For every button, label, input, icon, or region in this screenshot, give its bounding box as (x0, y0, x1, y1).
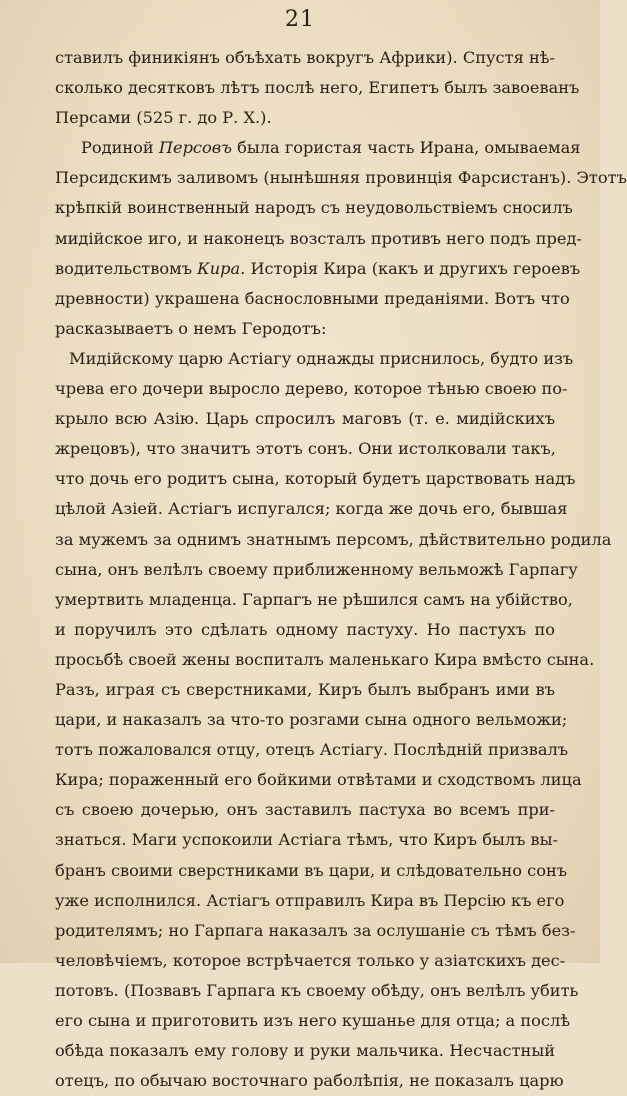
text-line: бранъ своими сверстниками въ цари, и слѣдовательно сонъ (55, 860, 568, 880)
emphasized-word: Кира. (197, 258, 246, 278)
text-run: была гористая часть Ирана, омываемая (231, 138, 581, 158)
text-line: крѣпкій воинственный народъ съ неудовольствіемъ сносилъ (55, 198, 573, 218)
text-line: древности) украшена баснословными преданіями. Вотъ что (55, 288, 570, 308)
text-line: мидійское иго, и наконецъ возсталъ противъ него подъ пред- (55, 228, 582, 248)
text-line: обѣда показалъ ему голову и руки мальчика. Несчастный (55, 1041, 555, 1061)
text-line: сколько десятковъ лѣтъ послѣ него, Египетъ былъ завоеванъ (55, 78, 580, 98)
text-line: уже исполнился. Астіагъ отправилъ Кира въ Персію къ его (55, 890, 565, 910)
text-line: потовъ. (Позвавъ Гарпага къ своему обѣду, онъ велѣлъ убить (55, 980, 579, 1000)
text-line: тотъ пожаловался отцу, отецъ Астіагу. Послѣдній призвалъ (55, 740, 569, 760)
page-number: 21 (285, 7, 315, 32)
text-line: его сына и приготовить изъ него кушанье для отца; а послѣ (55, 1011, 570, 1030)
text-line: человѣчіемъ, которое встрѣчается только у азіатскихъ дес- (55, 950, 566, 970)
text-line: крыло всю Азію. Царь спросилъ маговъ (т. е. мидійскихъ (55, 409, 555, 429)
body-text (55, 43, 627, 1096)
text-run: Родиной (81, 138, 159, 158)
text-line: родителямъ; но Гарпага наказалъ за ослушаніе съ тѣмъ без- (55, 920, 576, 940)
text-line: Разъ, играя съ сверстниками, Киръ былъ выбранъ ими въ (55, 679, 555, 699)
text-line: просьбѣ своей жены воспиталъ маленькаго Кира вмѣсто сына. (55, 649, 595, 669)
text-line: чрева его дочери выросло дерево, которое тѣнью своею по- (55, 379, 568, 399)
text-line: жрецовъ), что значитъ этотъ сонъ. Они истолковали такъ, (55, 439, 556, 459)
text-run: водительствомъ (55, 258, 198, 278)
text-line: Персидскимъ заливомъ (нынѣшняя провинція Фарсистанъ). Этотъ (55, 168, 627, 188)
text-run: Исторія Кира (какъ и другихъ героевъ (245, 258, 581, 278)
text-line: знаться. Маги успокоили Астіага тѣмъ, что Киръ былъ вы- (55, 830, 559, 850)
text-line: за мужемъ за однимъ знатнымъ персомъ, дѣйствительно родила (55, 529, 612, 549)
emphasized-word: Персовъ (158, 138, 232, 158)
text-line: и поручилъ это сдѣлать одному пастуху. Но пастухъ по (55, 619, 555, 639)
text-line: Кира; пораженный его бойкими отвѣтами и сходствомъ лица (55, 770, 582, 790)
text-line: съ своею дочерью, онъ заставилъ пастуха во всемъ при- (55, 800, 555, 820)
text-line: Мидійскому царю Астіагу однажды приснилось, будто изъ (69, 348, 574, 368)
text-line: сына, онъ велѣлъ своему приближенному вельможѣ Гарпагу (55, 559, 578, 579)
text-line: цѣлой Азіей. Астіагъ испугался; когда же дочь его, бывшая (55, 499, 568, 519)
text-line: ставилъ финикіянъ объѣхать вокругъ Африки). Спустя нѣ- (55, 48, 555, 67)
text-line: отецъ, по обычаю восточнаго раболѣпія, не показалъ царю (55, 1071, 564, 1091)
text-line: умертвить младенца. Гарпагъ не рѣшился самъ на убійство, (55, 589, 573, 609)
text-line: что дочь его родитъ сына, который будетъ царствовать надъ (55, 469, 576, 489)
text-line (55, 254, 581, 284)
text-line (55, 133, 581, 163)
text-line: расказываетъ о немъ Геродотъ: (55, 318, 327, 338)
text-line: цари, и наказалъ за что-то розгами сына одного вельможи; (55, 710, 568, 730)
text-line: Персами (525 г. до Р. Х.). (55, 108, 272, 128)
